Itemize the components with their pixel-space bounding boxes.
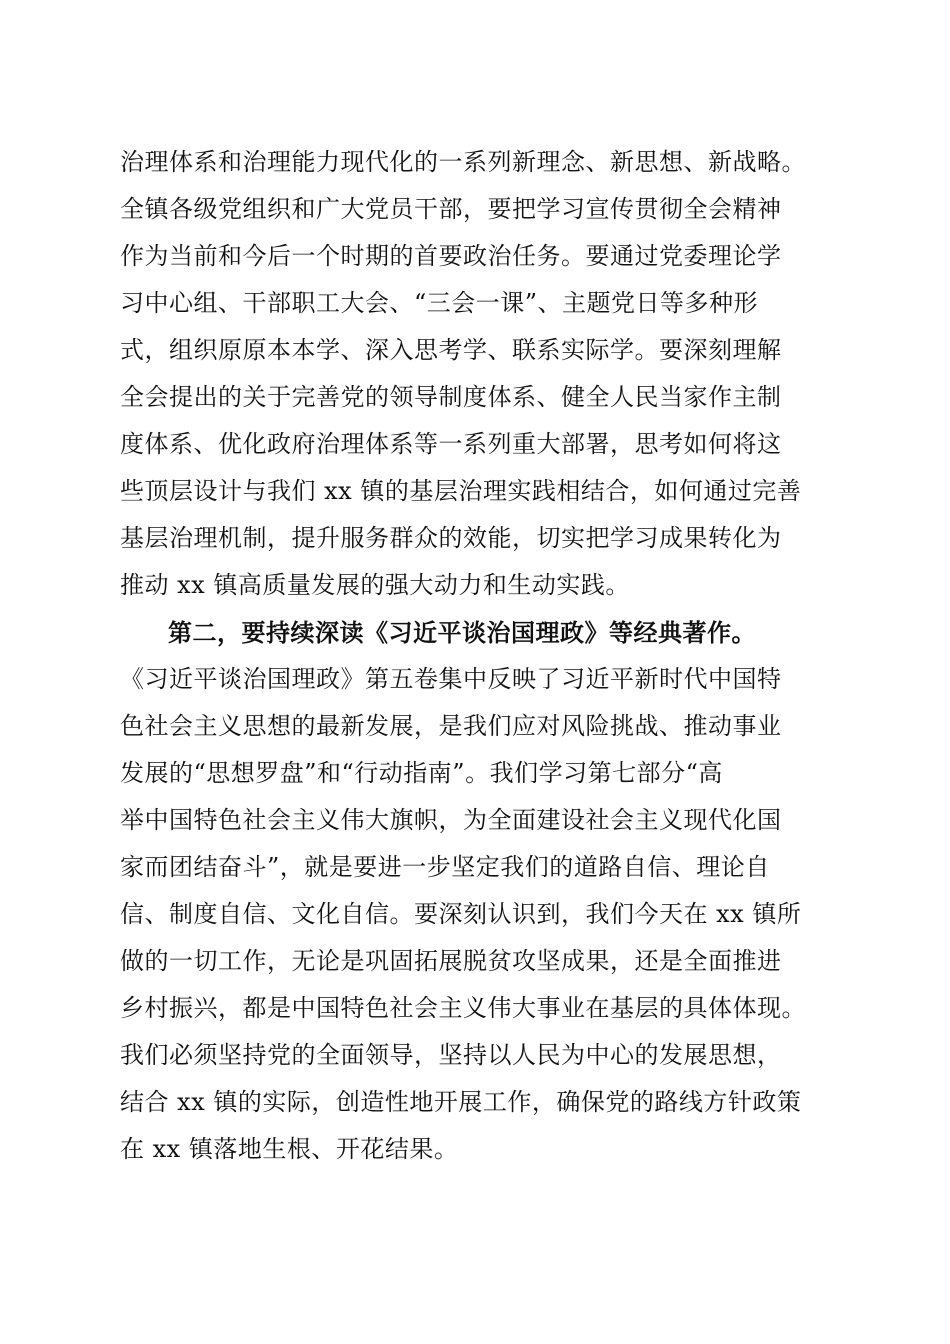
text-line: 推动 xx 镇高质量发展的强大动力和生动实践。 [120,571,630,599]
text-line: 基层治理机制，提升服务群众的效能，切实把学习成果转化为 [120,524,782,552]
text-line: 习中心组、干部职工大会、“三会一课”、主题党日等多种形 [120,289,759,317]
document-body [120,139,840,1173]
text-line: 做的一切工作，无论是巩固拓展脱贫攻坚成果，还是全面推进 [120,947,782,975]
paragraph-2 [120,609,840,1173]
paragraph-1 [120,139,840,609]
text-line: 信、制度自信、文化自信。要深刻认识到，我们今天在 xx 镇所 [120,900,802,928]
text-line: 些顶层设计与我们 xx 镇的基层治理实践相结合，如何通过完善 [120,477,802,505]
text-line: 乡村振兴，都是中国特色社会主义伟大事业在基层的具体体现。 [120,994,806,1022]
text-line: 我们必须坚持党的全面领导，坚持以人民为中心的发展思想， [120,1041,782,1069]
text-line: 全镇各级党组织和广大党员干部，要把学习宣传贯彻全会精神 [120,195,782,223]
text-line: 式，组织原原本本学、深入思考学、联系实际学。要深刻理解 [120,336,782,364]
text-line: 全会提出的关于完善党的领导制度体系、健全人民当家作主制 [120,383,782,411]
text-line: 举中国特色社会主义伟大旗帜，为全面建设社会主义现代化国 [120,806,782,834]
text-line: 作为当前和今后一个时期的首要政治任务。要通过党委理论学 [120,242,782,270]
text-line: 家而团结奋斗”，就是要进一步坚定我们的道路自信、理论自 [120,853,770,881]
text-line: 度体系、优化政府治理体系等一系列重大部署，思考如何将这 [120,430,782,458]
paragraph-heading: 第二，要持续深读《习近平谈治国理政》等经典著作。 [168,618,756,647]
text-line: 结合 xx 镇的实际，创造性地开展工作，确保党的路线方针政策 [120,1088,802,1116]
text-line: 治理体系和治理能力现代化的一系列新理念、新思想、新战略。 [120,148,806,176]
text-line: 《习近平谈治国理政》第五卷集中反映了习近平新时代中国特 [120,665,782,693]
text-line: 发展的“思想罗盘”和“行动指南”。我们学习第七部分“高 [120,759,723,787]
text-line: 色社会主义思想的最新发展，是我们应对风险挑战、推动事业 [120,712,782,740]
text-line: 在 xx 镇落地生根、开花结果。 [120,1135,459,1163]
